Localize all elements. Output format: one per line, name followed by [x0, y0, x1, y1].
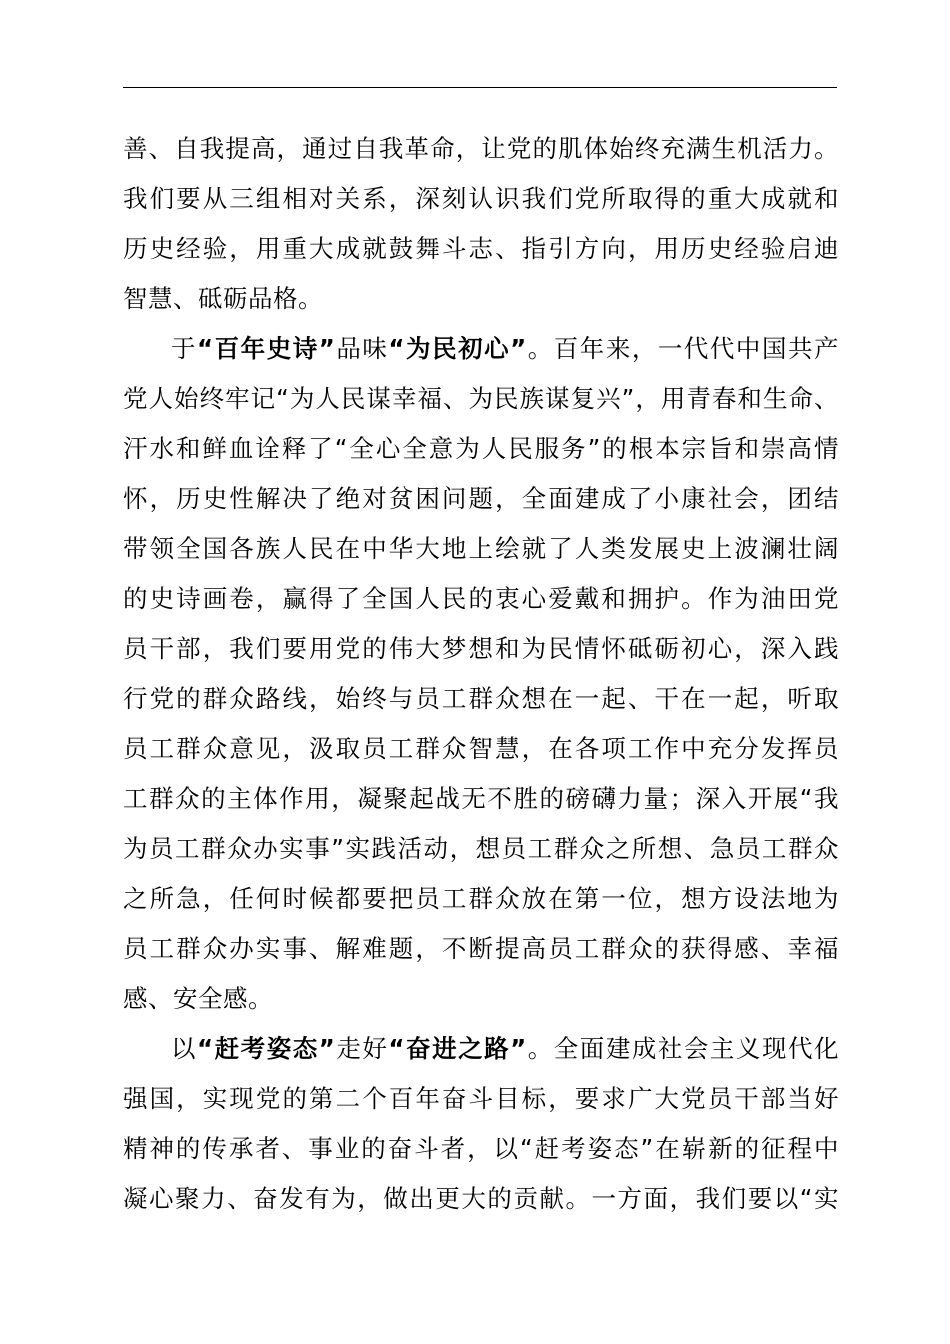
text-line: 汗水和鲜血诠释了“全心全意为人民服务”的根本宗旨和崇高情 [123, 434, 839, 463]
text-line: 感、安全感。 [123, 984, 273, 1013]
lead-char: 以 [171, 1034, 198, 1063]
header-rule [123, 87, 837, 88]
text-line: 行党的群众路线，始终与员工群众想在一起、干在一起，听取 [123, 684, 839, 713]
text-line: 精神的传承者、事业的奋斗者，以“赶考姿态”在崭新的征程中 [123, 1134, 839, 1163]
text-line: 工群众的主体作用，凝聚起战无不胜的磅礴力量；深入开展“我 [123, 784, 839, 813]
line-rest: 。全面建成社会主义现代化 [526, 1034, 839, 1063]
text-line: 凝心聚力、奋发有为，做出更大的贡献。一方面，我们要以“实 [123, 1184, 839, 1213]
text-line: 党人始终牢记“为人民谋幸福、为民族谋复兴”，用青春和生命、 [123, 384, 839, 413]
text-line: 怀，历史性解决了绝对贫困问题，全面建成了小康社会，团结 [123, 484, 839, 513]
text-line: 历史经验，用重大成就鼓舞斗志、指引方向，用历史经验启迪 [123, 234, 839, 263]
text-line: 员工群众意见，汲取员工群众智慧，在各项工作中充分发挥员 [123, 734, 839, 763]
text-line: 之所急，任何时候都要把员工群众放在第一位，想方设法地为 [123, 884, 839, 913]
connector-text: 品味 [335, 334, 389, 363]
text-line: 员工群众办实事、解难题，不断提高员工群众的获得感、幸福 [123, 934, 839, 963]
connector-text: 走好 [335, 1034, 389, 1063]
line-rest: 。百年来，一代代中国共产 [526, 334, 839, 363]
bold-phrase: “赶考姿态” [197, 1034, 336, 1063]
text-line: 的史诗画卷，赢得了全国人民的衷心爱戴和拥护。作为油田党 [123, 584, 839, 613]
text-line: 强国，实现党的第二个百年奋斗目标，要求广大党员干部当好 [123, 1084, 839, 1113]
text-line: 善、自我提高，通过自我革命，让党的肌体始终充满生机活力。 [123, 134, 839, 163]
paragraph-heading-line [123, 324, 839, 374]
text-line: 为员工群众办实事”实践活动，想员工群众之所想、急员工群众 [123, 834, 839, 863]
lead-char: 于 [171, 334, 198, 363]
text-line: 我们要从三组相对关系，深刻认识我们党所取得的重大成就和 [123, 184, 839, 213]
paragraph-heading-line [123, 1024, 839, 1074]
text-line: 员干部，我们要用党的伟大梦想和为民情怀砥砺初心，深入践 [123, 634, 839, 663]
bold-phrase: “为民初心” [388, 334, 527, 363]
bold-phrase: “奋进之路” [388, 1034, 527, 1063]
bold-phrase: “百年史诗” [197, 334, 336, 363]
text-line: 智慧、砥砺品格。 [123, 284, 323, 313]
text-line: 带领全国各族人民在中华大地上绘就了人类发展史上波澜壮阔 [123, 534, 839, 563]
body-text [123, 124, 839, 1224]
